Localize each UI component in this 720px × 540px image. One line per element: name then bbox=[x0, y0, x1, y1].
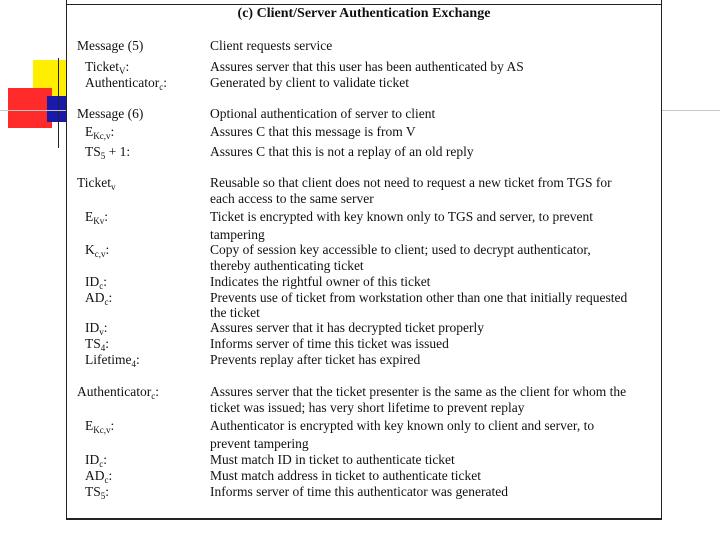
term-ad-c-auth: $AD_c$: bbox=[85, 468, 113, 485]
term-ts4: $TS_4$: bbox=[85, 336, 110, 353]
desc-k-cv-1: Copy of session key accessible to client; used to decrypt authenticator, bbox=[210, 242, 591, 257]
term-authenticator-section: Authenticator$_c$: bbox=[77, 384, 159, 401]
term-authenticator-c: Authenticator$_c$: bbox=[85, 75, 167, 92]
desc-e-kcv-auth-1: Authenticator is encrypted with key known only to client and server, to bbox=[210, 418, 595, 433]
desc-ticket-section-2: each access to the same server bbox=[210, 191, 374, 206]
desc-e-kv-1: Ticket is encrypted with key known only to TGS and server, to prevent bbox=[210, 209, 594, 224]
term-id-c-auth: $ID_c$: bbox=[85, 452, 108, 469]
document-page bbox=[66, 0, 662, 520]
desc-e-kcv-auth-2: prevent tampering bbox=[210, 436, 309, 451]
desc-ad-c-1: Prevents use of ticket from workstation other than one that initially requested bbox=[210, 290, 628, 305]
doc-title: (c) Client/Server Authentication Exchange bbox=[237, 6, 491, 21]
term-message-5: Message (5) bbox=[77, 38, 144, 53]
term-e-kv: $E_{Kv}$: bbox=[85, 209, 109, 226]
top-rule bbox=[67, 4, 661, 5]
desc-k-cv-2: thereby authenticating ticket bbox=[210, 258, 364, 273]
desc-ts5-plus-1: Assures C that this is not a replay of an old reply bbox=[210, 144, 474, 159]
desc-id-c-auth: Must match ID in ticket to authenticate ticket bbox=[210, 452, 455, 467]
desc-ad-c-auth: Must match address in ticket to authenticate ticket bbox=[210, 468, 482, 483]
desc-id-c: Indicates the rightful owner of this ticket bbox=[210, 274, 431, 289]
term-ad-c: $AD_c$: bbox=[85, 290, 113, 307]
term-k-cv: $K_{c,v}$: bbox=[85, 242, 110, 259]
desc-authenticator-section-1: Assures server that the ticket presenter is the same as the client for whom the bbox=[210, 384, 627, 399]
desc-authenticator-c: Generated by client to validate ticket bbox=[210, 75, 410, 90]
decor-vertical-line bbox=[58, 58, 59, 148]
desc-authenticator-section-2: ticket was issued; has very short lifetime to prevent replay bbox=[210, 400, 525, 415]
term-e-kcv: $E_{Kc,v}$: bbox=[85, 124, 115, 141]
term-id-c: $ID_c$: bbox=[85, 274, 108, 291]
term-lifetime4: Lifetime$_4$: bbox=[85, 352, 140, 369]
desc-message-5: Client requests service bbox=[210, 38, 333, 53]
desc-e-kcv: Assures C that this message is from V bbox=[210, 124, 416, 139]
desc-ts5-auth: Informs server of time this authenticator was generated bbox=[210, 484, 509, 499]
term-e-kcv-auth: $E_{Kc,v}$: bbox=[85, 418, 115, 435]
desc-e-kv-2: tampering bbox=[210, 227, 265, 242]
decor-red-square bbox=[8, 88, 52, 128]
term-ticket-section: Ticket$_v$ bbox=[77, 175, 116, 192]
term-ts5-plus-1: $TS_5 + 1$: bbox=[85, 144, 131, 161]
desc-ad-c-2: the ticket bbox=[210, 305, 260, 320]
desc-ticket-section-1: Reusable so that client does not need to request a new ticket from TGS for bbox=[210, 175, 612, 190]
term-id-v: $ID_v$: bbox=[85, 320, 108, 337]
desc-ticket-v: Assures server that this user has been authenticated by AS bbox=[210, 59, 524, 74]
term-ts5-auth: $TS_5$: bbox=[85, 484, 110, 501]
desc-message-6: Optional authentication of server to client bbox=[210, 106, 436, 121]
term-message-6: Message (6) bbox=[77, 106, 144, 121]
term-ticket-v: Ticket$_V$: bbox=[85, 59, 130, 76]
desc-id-v: Assures server that it has decrypted ticket properly bbox=[210, 320, 485, 335]
desc-lifetime4: Prevents replay after ticket has expired bbox=[210, 352, 421, 367]
desc-ts4: Informs server of time this ticket was issued bbox=[210, 336, 449, 351]
